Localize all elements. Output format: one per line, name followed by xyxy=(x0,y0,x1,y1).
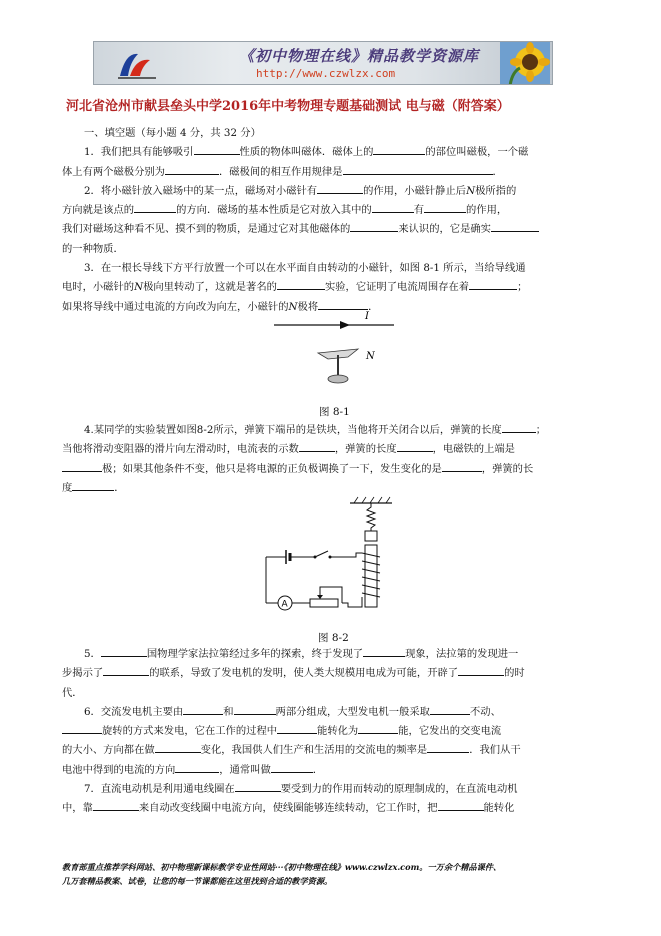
question-2-cont2: 我们对磁场这种看不见、摸不到的物质，是通过它对其他磁体的 来认识的，它是确实 xyxy=(62,220,602,239)
answer-blank[interactable] xyxy=(72,479,114,491)
answer-blank[interactable] xyxy=(299,440,335,452)
question-2-cont: 方向就是该点的 的方向．磁场的基本性质是它对放入其中的 有 的作用， xyxy=(62,201,602,220)
answer-blank[interactable] xyxy=(373,143,425,155)
spring xyxy=(367,503,375,531)
question-4-cont3: 度 ． xyxy=(62,479,602,498)
answer-blank[interactable] xyxy=(62,722,102,734)
answer-blank[interactable] xyxy=(397,440,433,452)
section-heading: 一、填空题（每小题 4 分，共 32 分） xyxy=(84,127,261,139)
page-footer xyxy=(62,860,622,888)
rheostat-icon xyxy=(310,599,338,607)
question-block-3 xyxy=(62,645,602,819)
figure-8-2-caption: 图 8-2 xyxy=(318,632,349,644)
question-4: 4.某同学的实验装置如图8-2所示，弹簧下端吊的是铁块，当他将开关闭合以后，弹簧的长度 ； xyxy=(62,421,602,440)
iron-block xyxy=(365,531,377,541)
answer-blank[interactable] xyxy=(277,278,325,290)
site-logo-icon xyxy=(116,48,158,80)
answer-blank[interactable] xyxy=(194,143,240,155)
question-5-cont2: 代． xyxy=(62,686,83,699)
answer-blank[interactable] xyxy=(469,278,517,290)
question-3: 3．在一根长导线下方平行放置一个可以在水平面自由转动的小磁针，如图 8-1 所示，当给导线通 xyxy=(84,262,526,275)
answer-blank[interactable] xyxy=(343,163,493,175)
footer-line-2: 几万套精品教案、试卷，让您的每一节课都能在这里找到合适的教学资源。 xyxy=(62,876,333,886)
answer-blank[interactable] xyxy=(358,722,398,734)
question-2-cont3: 的一种物质． xyxy=(62,242,124,255)
question-5: 5． 国物理学家法拉第经过多年的探索，终于发现了 现象，法拉第的发现进一 xyxy=(62,645,602,664)
answer-blank[interactable] xyxy=(438,799,484,811)
figure-8-2 xyxy=(258,495,408,625)
ammeter-label: A xyxy=(281,599,288,610)
answer-blank[interactable] xyxy=(271,761,313,773)
footer-line-1: 教育部重点推荐学科网站、初中物理新课标教学专业性网站···《初中物理在线》www.czwlzx.com。一万余个精品课件、 xyxy=(62,862,502,872)
banner-url[interactable]: http://www.czwlzx.com xyxy=(256,67,396,80)
question-7: 7．直流电动机是利用通电线圈在 要受到力的作用而转动的原理制成的，在直流电动机 xyxy=(62,780,602,799)
question-4-cont2: 极；如果其他条件不变，他只是将电源的正负极调换了一下，发生变化的是 ，弹簧的长 xyxy=(62,460,602,479)
answer-blank[interactable] xyxy=(350,220,398,232)
answer-blank[interactable] xyxy=(424,201,466,213)
question-block-1 xyxy=(62,124,602,317)
question-5-cont: 步揭示了 的联系，导致了发电机的发明，使人类大规模用电成为可能，开辟了 的时 xyxy=(62,664,602,683)
question-3-cont2: 如果将导线中通过电流的方向改为向左，小磁针的N极将 ． xyxy=(62,298,602,317)
answer-blank[interactable] xyxy=(427,741,469,753)
answer-blank[interactable] xyxy=(430,703,470,715)
question-7-cont: 中，靠 来自动改变线圈中电流方向，使线圈能够连续转动，它工作时，把 能转化 xyxy=(62,799,602,818)
answer-blank[interactable] xyxy=(183,703,223,715)
question-6-cont2: 的大小、方向都在做 变化，我国供人们生产和生活用的交流电的频率是 ．我们从干 xyxy=(62,741,602,760)
sunflower-icon xyxy=(500,42,550,85)
answer-blank[interactable] xyxy=(491,220,539,232)
slider-arrow-icon xyxy=(317,595,323,599)
header-banner xyxy=(93,41,553,85)
answer-blank[interactable] xyxy=(62,460,102,472)
wire-top xyxy=(338,553,362,557)
question-6: 6．交流发电机主要由 和 两部分组成，大型发电机一般采取 不动、 xyxy=(62,703,602,722)
answer-blank[interactable] xyxy=(317,182,363,194)
question-4-cont: 当他将滑动变阻器的滑片向左滑动时，电流表的示数 ，弹簧的长度 ，电磁铁的上端是 xyxy=(62,440,602,459)
answer-blank[interactable] xyxy=(101,645,147,657)
answer-blank[interactable] xyxy=(134,201,176,213)
banner-title: 《初中物理在线》精品教学资源库 xyxy=(239,47,480,65)
answer-blank[interactable] xyxy=(502,421,536,433)
question-block-2 xyxy=(62,421,602,498)
answer-blank[interactable] xyxy=(363,645,405,657)
answer-blank[interactable] xyxy=(175,761,219,773)
answer-blank[interactable] xyxy=(234,703,276,715)
needle-label: N xyxy=(366,351,375,362)
answer-blank[interactable] xyxy=(103,664,149,676)
question-6-cont: 旋转的方式来发电，它在工作的过程中 能转化为 能，它发出的交变电流 xyxy=(62,722,602,741)
answer-blank[interactable] xyxy=(165,163,219,175)
question-6-cont3: 电池中得到的电流的方向 ，通常叫做 ． xyxy=(62,761,602,780)
switch-icon xyxy=(315,551,328,557)
answer-blank[interactable] xyxy=(458,664,504,676)
ceiling-hatch xyxy=(354,497,390,503)
question-2: 2．将小磁针放入磁场中的某一点，磁场对小磁针有 的作用，小磁针静止后N极所指的 xyxy=(62,182,602,201)
figure-8-1 xyxy=(270,305,400,395)
answer-blank[interactable] xyxy=(93,799,139,811)
compass-base xyxy=(328,375,348,383)
current-label: I xyxy=(365,311,369,322)
current-arrow-icon xyxy=(340,321,350,329)
page-title: 河北省沧州市献县垒头中学2016年中考物理专题基础测试 电与磁（附答案） xyxy=(66,99,510,114)
question-1: 1．我们把具有能够吸引 性质的物体叫磁体．磁体上的 的部位叫磁极，一个磁 xyxy=(62,143,602,162)
question-1-cont: 体上有两个磁极分别为 ．磁极间的相互作用规律是 ． xyxy=(62,163,602,182)
answer-blank[interactable] xyxy=(372,201,414,213)
answer-blank[interactable] xyxy=(277,722,317,734)
answer-blank[interactable] xyxy=(155,741,201,753)
answer-blank[interactable] xyxy=(235,780,281,792)
answer-blank[interactable] xyxy=(442,460,482,472)
question-3-cont: 电时，小磁针的N极向里转动了，这就是著名的 实验，它证明了电流周围存在着 ； xyxy=(62,278,602,297)
figure-8-1-caption: 图 8-1 xyxy=(319,406,350,418)
